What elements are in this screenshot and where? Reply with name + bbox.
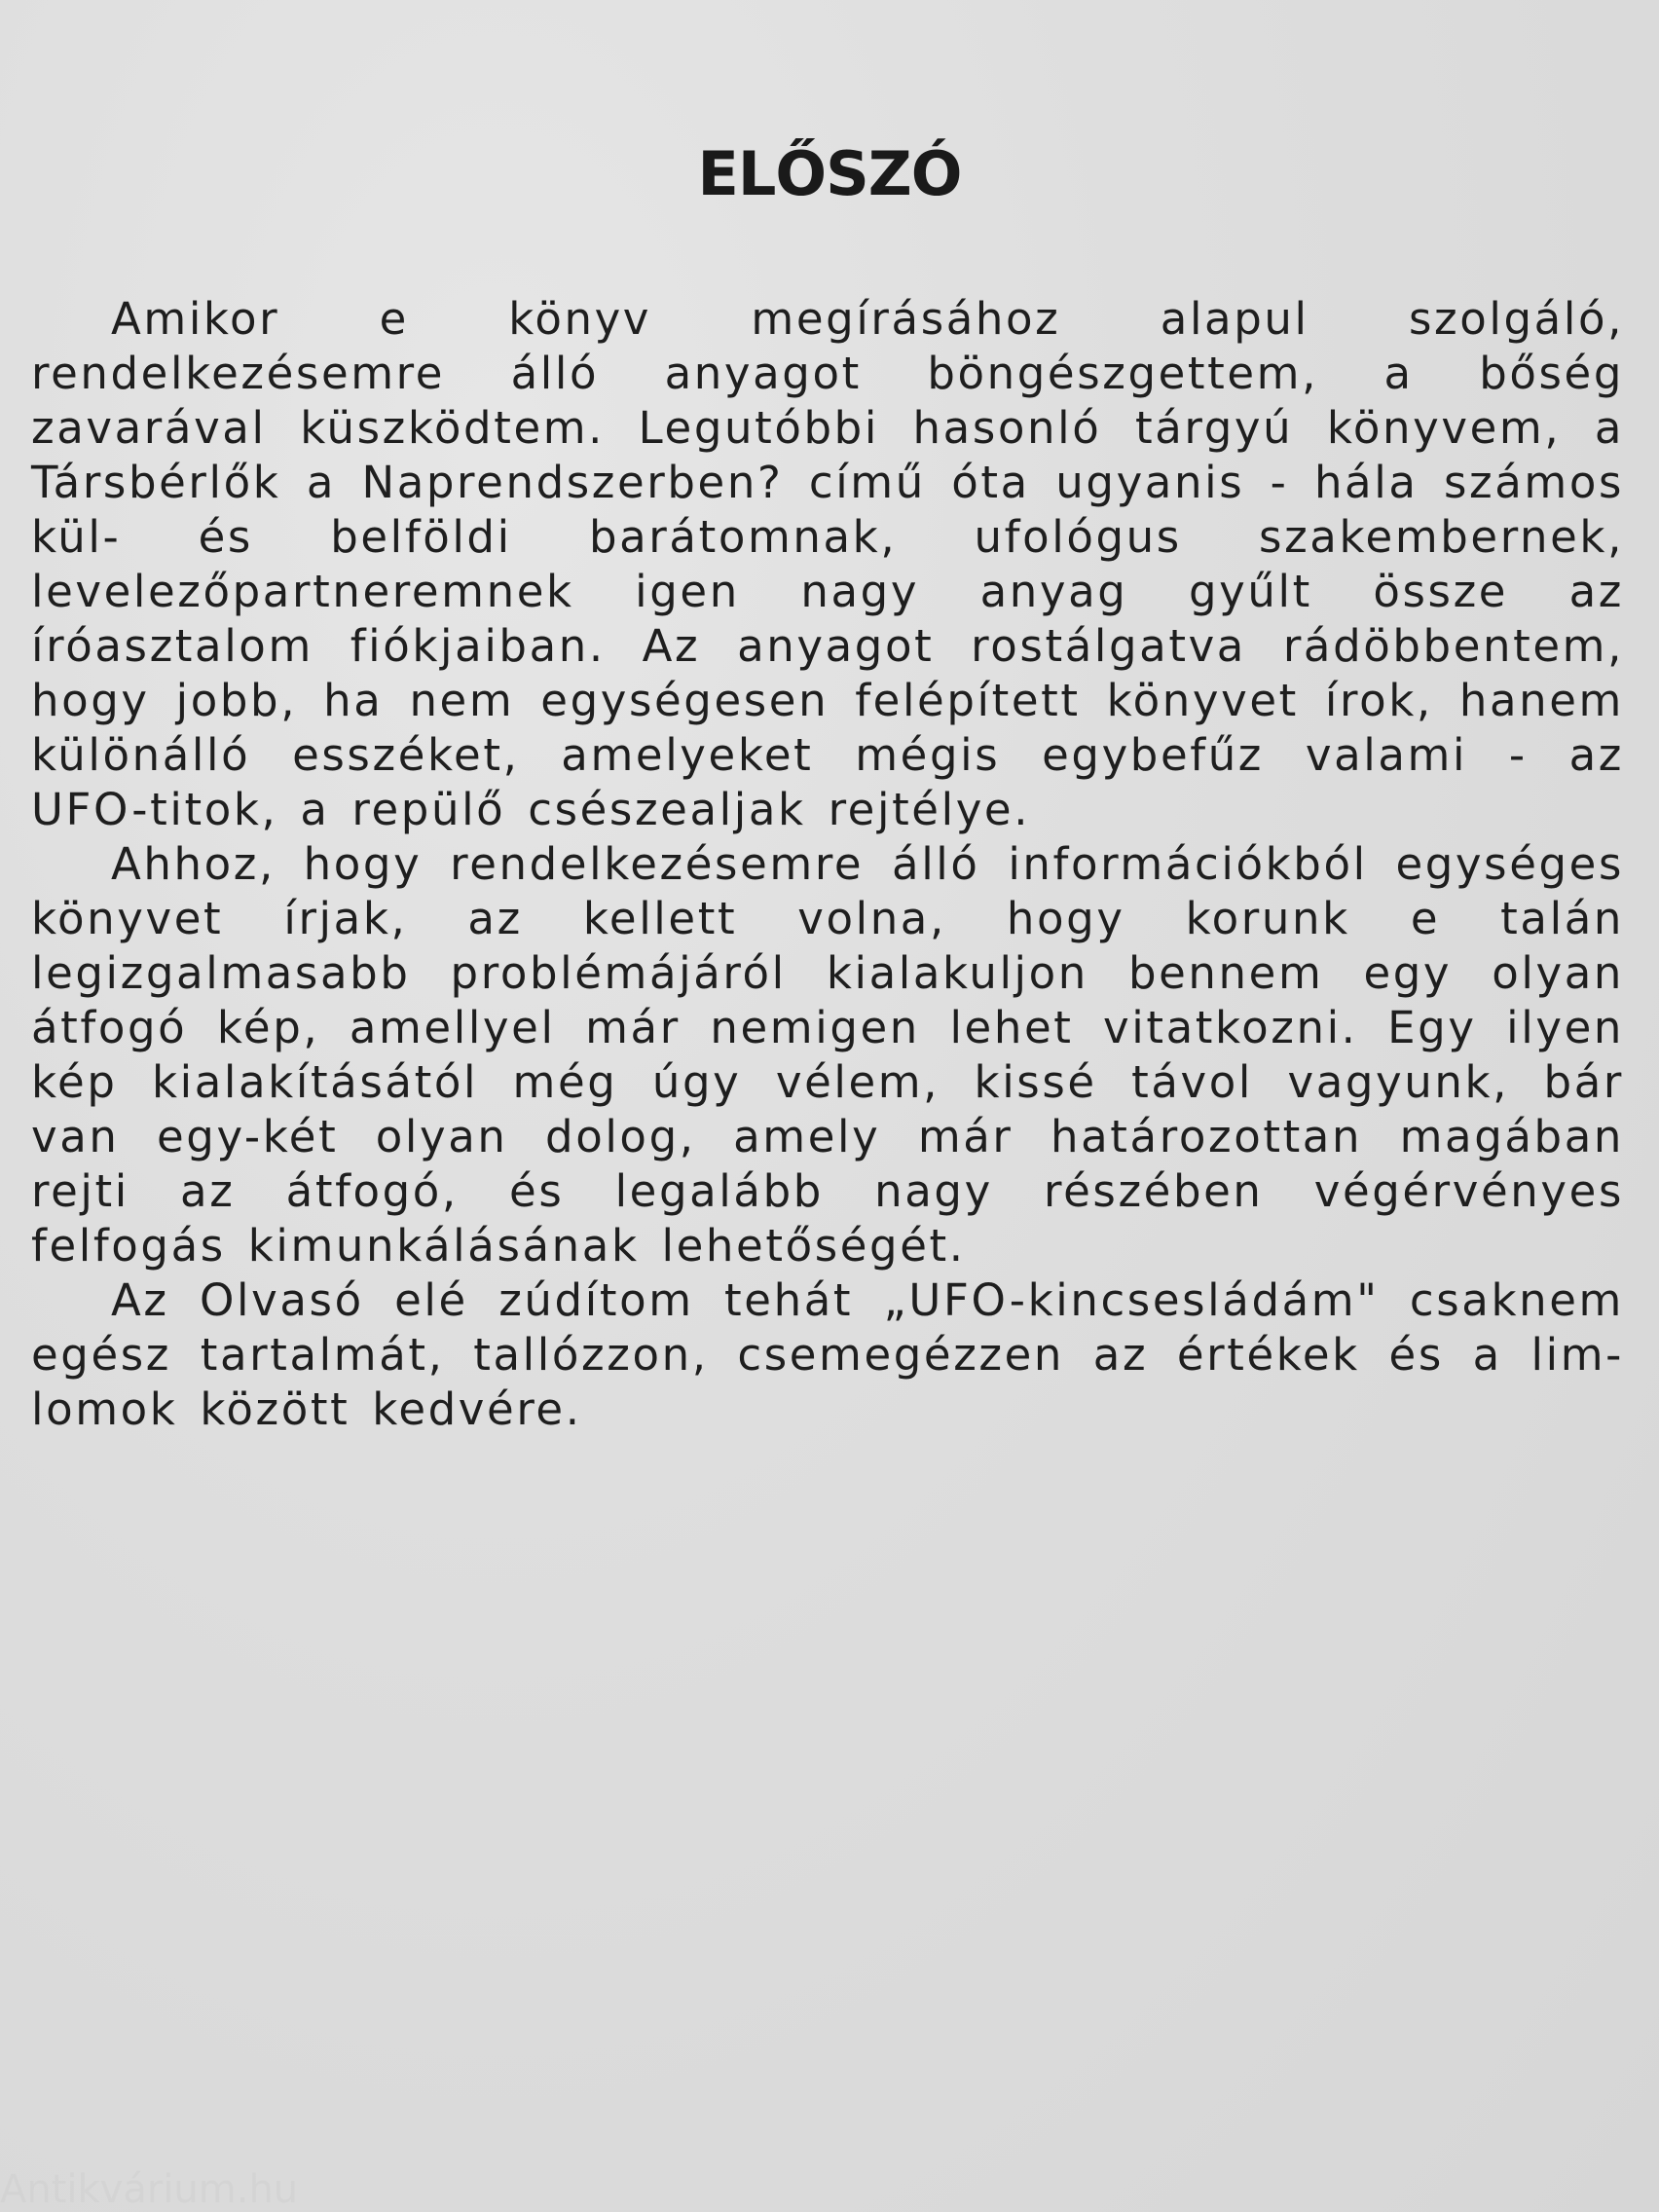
page-title: ELŐSZÓ [697,138,962,209]
paragraph: Amikor e könyv megírásához alapul szolgáló, rendelkezésemre álló anyagot böngészgettem, a bőség zavarával küszködtem. Legutóbbi hasonló tárgyú könyvem, a Társbérlők a Naprendszerben? című óta ugyanis - hála számos kül- és belföldi barátomnak, ufológus szakembernek, levelezőpartneremnek igen nagy anyag gyűlt össze az íróasztalom fiókjaiban. Az anyagot rostálgatva rádöbbentem, hogy jobb, ha nem egységesen felépített könyvet írok, hanem különálló esszéket, amelyeket mégis egybefűz valami - az UFO-titok, a repülő csészealjak rejtélye. [31,293,1624,835]
paragraph: Ahhoz, hogy rendelkezésemre álló információkból egységes könyvet írjak, az kellett volna, hogy korunk e talán legizgalmasabb problémájáról kialakuljon bennem egy olyan átfogó kép, amellyel már nemigen lehet vitatkozni. Egy ilyen kép kialakításától még úgy vélem, kissé távol vagyunk, bár van egy-két olyan dolog, amely már határozottan magában rejti az átfogó, és legalább nagy részében végérvényes felfogás kimunkálásának lehetőségét. [31,838,1624,1272]
paragraph: Az Olvasó elé zúdítom tehát „UFO-kincsesládám" csaknem egész tartalmát, tallózzon, csemegézzen az értékek és a lim-lomok között kedvére. [31,1274,1624,1435]
watermark: Antikvárium.hu [0,2167,299,2212]
preface-body [31,292,1624,1437]
